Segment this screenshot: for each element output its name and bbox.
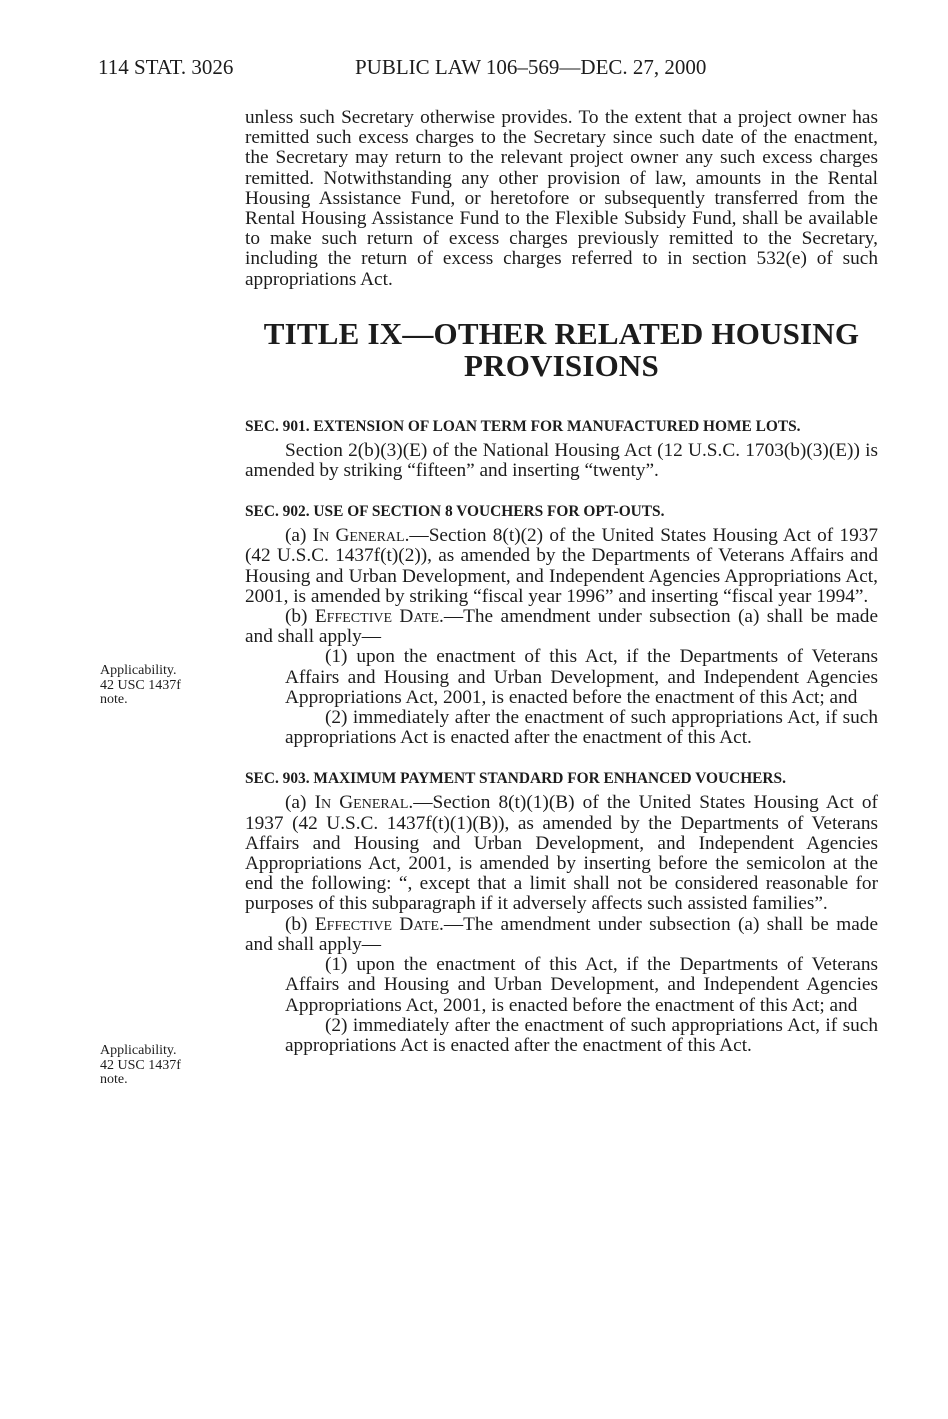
document-body <box>245 108 878 1056</box>
public-law-citation: PUBLIC LAW 106–569—DEC. 27, 2000 <box>355 55 707 79</box>
margin-note-suffix: note. <box>100 1072 128 1087</box>
margin-note-label: Applicability. <box>100 663 177 678</box>
title-heading <box>245 315 878 383</box>
margin-note-applicability-903 <box>100 1044 230 1088</box>
margin-note-applicability-902 <box>100 664 230 708</box>
margin-note-citation: 42 USC 1437f <box>100 677 181 693</box>
running-header <box>0 55 948 85</box>
title-line-1: TITLE IX—OTHER RELATED HOUSING <box>263 315 860 351</box>
subsection-text: —Section 8(t)(2) of the United States Housing Act of 1937 (42 U.S.C. 1437f(t)(2)), as amended by the Departments of Veterans Affairs and Housing and Urban Development, and Independent Agencies Appropriations Act, 2001, is amended by striking “fiscal year 1996” and inserting “fiscal year 1994”. <box>245 525 878 607</box>
section-903-paragraph-2: (2) immediately after the enactment of such appropriations Act, if such appropriations Act is enacted after the enactment of this Act. <box>285 1014 878 1056</box>
section-903-paragraph-1: (1) upon the enactment of this Act, if the Departments of Veterans Affairs and Housing and Urban Development, and Independent Agencies Appropriations Act, 2001, is enacted before the enactment of this Act; and <box>285 954 878 1016</box>
subsection-text: —The amendment under subsection (a) shall be made and shall apply— <box>245 606 879 648</box>
subsection-caption: Effective Date. <box>314 913 444 935</box>
section-902-subsection-a <box>245 526 878 607</box>
margin-note-label: Applicability. <box>100 1043 177 1058</box>
section-903-subsection-a <box>245 793 878 914</box>
section-901-text: Section 2(b)(3)(E) of the National Housing Act (12 U.S.C. 1703(b)(3)(E)) is amended by striking “fifteen” and inserting “twenty”. <box>245 439 878 482</box>
section-902-paragraph-1: (1) upon the enactment of this Act, if the Departments of Veterans Affairs and Housing and Urban Development, and Independent Agencies Appropriations Act, 2001, is enacted before the enactment of this Act; and <box>285 646 878 708</box>
section-902-paragraph-2: (2) immediately after the enactment of such appropriations Act, if such appropriations Act is enacted after the enactment of this Act. <box>285 707 878 749</box>
section-903-subsection-b <box>245 915 878 955</box>
subsection-caption: In General. <box>314 792 414 814</box>
section-902-heading: SEC. 902. USE OF SECTION 8 VOUCHERS FOR OPT-OUTS. <box>245 503 665 521</box>
section-903-heading: SEC. 903. MAXIMUM PAYMENT STANDARD FOR ENHANCED VOUCHERS. <box>245 770 786 788</box>
subsection-caption: Effective Date. <box>314 606 444 628</box>
subsection-text: —The amendment under subsection (a) shall be made and shall apply— <box>245 913 879 955</box>
subsection-label: (b) <box>285 606 315 628</box>
subsection-label: (b) <box>285 913 315 935</box>
section-901-heading: SEC. 901. EXTENSION OF LOAN TERM FOR MANUFACTURED HOME LOTS. <box>245 417 801 435</box>
section-902-subsection-b <box>245 607 878 647</box>
subsection-caption: In General. <box>312 525 410 547</box>
statute-page-number: 114 STAT. 3026 <box>98 55 234 79</box>
subsection-text: —Section 8(t)(1)(B) of the United States Housing Act of 1937 (42 U.S.C. 1437f(t)(1)(B)), as amended by the Departments of Veterans Affairs and Housing and Urban Development, and Independent Agencies Appropriations Act, 2001, is amended by inserting before the semicolon at the end the following: “, except that a limit shall not be considered reasonable for purposes of this subparagraph if it adversely affects such assisted families”. <box>245 792 878 915</box>
subsection-label: (a) <box>285 792 315 814</box>
margin-note-suffix: note. <box>100 692 128 707</box>
margin-note-citation: 42 USC 1437f <box>100 1057 181 1073</box>
continued-paragraph: unless such Secretary otherwise provides. To the extent that a project owner has remitted such excess charges to the Secretary since such date of the enactment, the Secretary may return to the relevant project owner any such excess charges remitted. Notwithstanding any other provision of law, amounts in the Rental Housing Assistance Fund, or heretofore or subsequently transferred from the Rental Housing Assistance Fund to the Flexible Subsidy Fund, shall be available to make such return of excess charges previously remitted to the Secretary, including the return of excess charges referred to in section 532(e) of such appropriations Act. <box>245 107 878 290</box>
title-line-2: PROVISIONS <box>464 347 659 383</box>
subsection-label: (a) <box>285 525 313 547</box>
